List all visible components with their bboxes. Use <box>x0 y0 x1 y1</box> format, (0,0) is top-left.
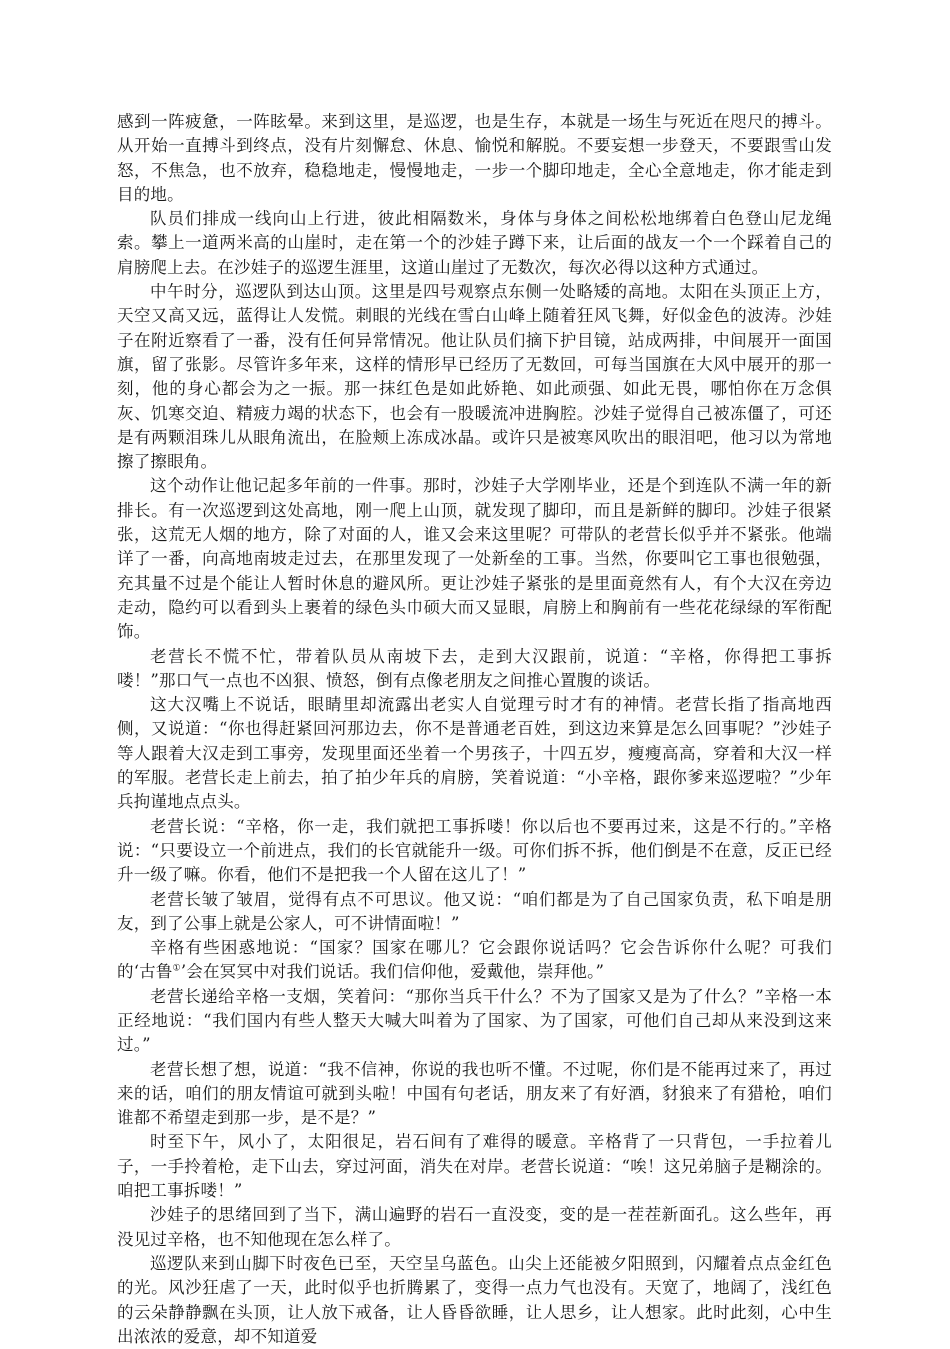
paragraph: 沙娃子的思绪回到了当下，满山遍野的岩石一直没变，变的是一茬茬新面孔。这么些年，再没见过辛格，也不知他现在怎么样了。 <box>117 1205 832 1249</box>
paragraph: 中午时分，巡逻队到达山顶。这里是四号观察点东侧一处略矮的高地。太阳在头顶正上方，天空又高又远，蓝得让人发慌。刺眼的光线在雪白山峰上随着狂风飞舞，好似金色的波涛。沙娃子在附近察看了一番，没有任何异常情况。他让队员们摘下护目镜，站成两排，中间展开一面国旗，留了张影。尽管许多年来，这样的情形早已经历了无数回，可每当国旗在大风中展开的那一刻，他的身心都会为之一振。那一抹红色是如此娇艳、如此顽强、如此无畏，哪怕你在万念俱灰、饥寒交迫、精疲力竭的状态下，也会有一股暖流冲进胸腔。沙娃子觉得自己被冻僵了，可还是有两颗泪珠儿从眼角流出，在脸颊上冻成冰晶。或许只是被寒风吹出的眼泪吧，他习以为常地擦了擦眼角。 <box>117 282 832 472</box>
paragraph: 老营长递给辛格一支烟，笑着问：“那你当兵干什么？不为了国家又是为了什么？”辛格一本正经地说：“我们国内有些人整天大喊大叫着为了国家、为了国家，可他们自己却从来没到这来过。” <box>117 986 832 1055</box>
paragraph-text: 辛格有些困惑地说：“国家？国家在哪儿？它会跟你说话吗？它会告诉你什么呢？可我们的‘古鲁 <box>117 938 832 982</box>
article-body <box>117 110 832 1349</box>
footnote-marker: ① <box>172 963 181 974</box>
paragraph: 老营长不慌不忙，带着队员从南坡下去，走到大汉跟前，说道：“辛格，你得把工事拆喽！”那口气一点也不凶狠、愤怒，倒有点像老朋友之间推心置腹的谈话。 <box>117 646 832 690</box>
paragraph: 时至下午，风小了，太阳很足，岩石间有了难得的暖意。辛格背了一只背包，一手拉着儿子，一手拎着枪，走下山去，穿过河面，消失在对岸。老营长说道：“唉！这兄弟脑子是糊涂的。咱把工事拆喽！” <box>117 1132 832 1201</box>
paragraph-text: ’会在冥冥中对我们说话。我们信仰他，爱戴他，崇拜他。” <box>180 962 605 982</box>
paragraph: 老营长皱了皱眉，觉得有点不可思议。他又说：“咱们都是为了自己国家负责，私下咱是朋友，到了公事上就是公家人，可不讲情面啦！” <box>117 889 832 933</box>
paragraph: 巡逻队来到山脚下时夜色已至，天空呈乌蓝色。山尖上还能被夕阳照到，闪耀着点点金红色的光。风沙狂虐了一天，此时似乎也折腾累了，变得一点力气也没有。天宽了，地阔了，浅红色的云朵静静飘在头顶，让人放下戒备，让人昏昏欲睡，让人思乡，让人想家。此时此刻，心中生出浓浓的爱意，却不知道爱 <box>117 1253 832 1346</box>
paragraph: 这大汉嘴上不说话，眼睛里却流露出老实人自觉理亏时才有的神情。老营长指了指高地西侧，又说道：“你也得赶紧回河那边去，你不是普通老百姓，到这边来算是怎么回事呢？”沙娃子等人跟着大汉走到工事旁，发现里面还坐着一个男孩子，十四五岁，瘦瘦高高，穿着和大汉一样的军服。老营长走上前去，拍了拍少年兵的肩膀，笑着说道：“小辛格，跟你爹来巡逻啦？”少年兵拘谨地点点头。 <box>117 695 832 812</box>
paragraph: 感到一阵疲惫，一阵眩晕。来到这里，是巡逻，也是生存，本就是一场生与死近在咫尺的搏斗。从开始一直搏斗到终点，没有片刻懈怠、休息、愉悦和解脱。不要妄想一步登天，不要跟雪山发怒，不焦急，也不放弃，稳稳地走，慢慢地走，一步一个脚印地走，全心全意地走，你才能走到目的地。 <box>117 112 832 204</box>
paragraph <box>117 936 832 985</box>
paragraph: 老营长说：“辛格，你一走，我们就把工事拆喽！你以后也不要再过来，这是不行的。”辛格说：“只要设立一个前进点，我们的长官就能升一级。可你们拆不拆，他们倒是不在意，反正已经升一级了嘛。你看，他们不是把我一个人留在这儿了！” <box>117 816 832 885</box>
paragraph: 这个动作让他记起多年前的一件事。那时，沙娃子大学刚毕业，还是个到连队不满一年的新排长。有一次巡逻到这处高地，刚一爬上山顶，就发现了脚印，而且是新鲜的脚印。沙娃子很紧张，这荒无人烟的地方，除了对面的人，谁又会来这里呢？可带队的老营长似乎并不紧张。他端详了一番，向高地南坡走过去，在那里发现了一处新垒的工事。当然，你要叫它工事也很勉强，充其量不过是个能让人暂时休息的避风所。更让沙娃子紧张的是里面竟然有人，有个大汉在旁边走动，隐约可以看到头上裹着的绿色头巾硕大而又显眼，肩膀上和胸前有一些花花绿绿的军衔配饰。 <box>117 476 832 642</box>
paragraph: 队员们排成一线向山上行进，彼此相隔数米，身体与身体之间松松地绑着白色登山尼龙绳索。攀上一道两米高的山崖时，走在第一个的沙娃子蹲下来，让后面的战友一个一个踩着自己的肩膀爬上去。在沙娃子的巡逻生涯里，这道山崖过了无数次，每次必得以这种方式通过。 <box>117 209 832 277</box>
paragraph: 老营长想了想，说道：“我不信神，你说的我也听不懂。不过呢，你们是不能再过来了，再过来的话，咱们的朋友情谊可就到头啦！中国有句老话，朋友来了有好酒，豺狼来了有猎枪，咱们谁都不希望走到那一步，是不是？” <box>117 1059 832 1128</box>
